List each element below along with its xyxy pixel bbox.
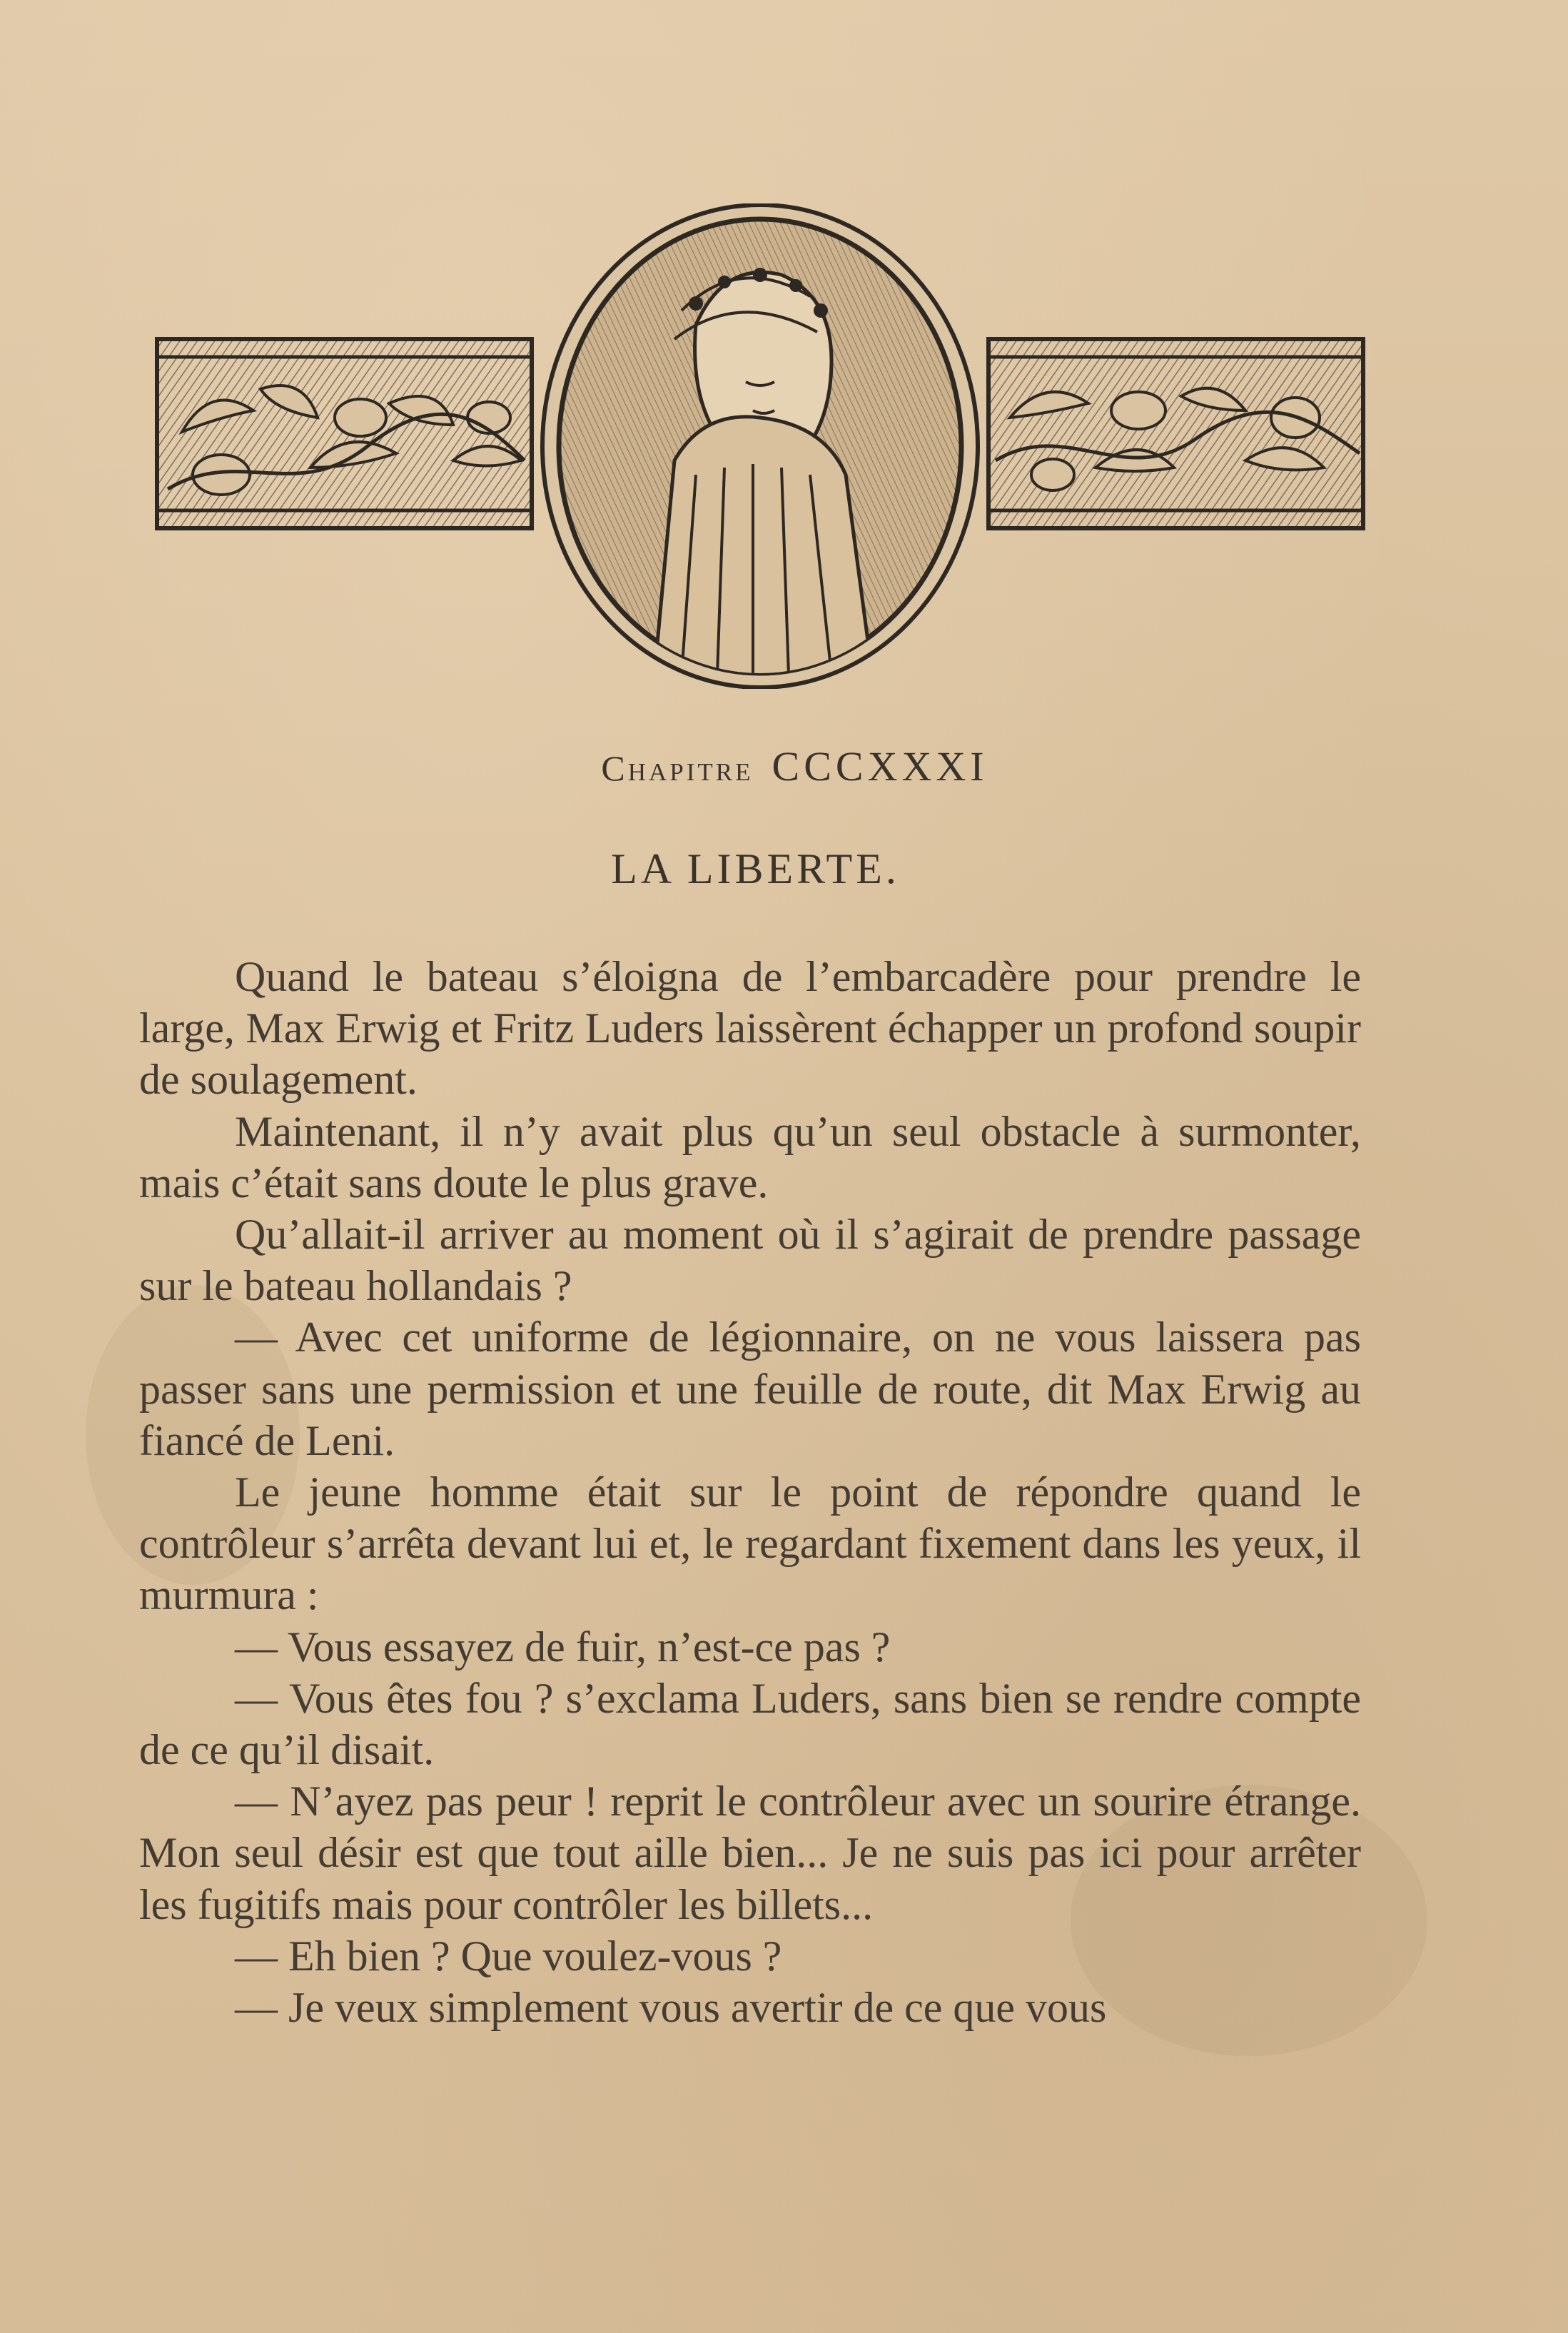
body-text — [139, 951, 1361, 2033]
right-floral-band — [988, 339, 1363, 528]
paragraph: — Eh bien ? Que voulez-vous ? — [235, 1932, 782, 1980]
paragraph: Le jeune homme était sur le point de répondre quand le contrôleur s’arrêta devant lui et, le regardant fixement dans les yeux, il murmura : — [139, 1468, 1361, 1619]
paragraph: — Je veux simplement vous avertir de ce que vous — [235, 1984, 1107, 2032]
paragraph: — Vous êtes fou ? s’exclama Luders, sans bien se rendre compte de ce qu’il disait. — [139, 1674, 1361, 1774]
paragraph: Quand le bateau s’éloigna de l’embarcadère pour prendre le large, Max Erwig et Fritz Luders laissèrent échapper un profond soupir de soulagement. — [139, 953, 1361, 1104]
chapter-heading — [0, 742, 1568, 790]
medallion — [542, 205, 978, 689]
chapter-number: CCCXXXI — [772, 743, 988, 790]
chapter-title — [0, 845, 1568, 894]
left-floral-band — [157, 339, 532, 528]
paragraph: Maintenant, il n’y avait plus qu’un seul obstacle à surmonter, mais c’était sans doute le plus grave. — [139, 1107, 1361, 1206]
headpiece-illustration — [153, 203, 1367, 689]
chapter-word: Chapitre — [601, 748, 754, 788]
chapter-title-text: LA LIBERTE. — [611, 845, 900, 892]
paragraph: — Vous essayez de fuir, n’est-ce pas ? — [235, 1623, 891, 1671]
paragraph: — N’ayez pas peur ! reprit le contrôleur avec un sourire étrange. Mon seul désir est que tout aille bien... Je ne suis pas ici pour arrêter les fugitifs mais pour contrôler les billets... — [139, 1778, 1361, 1928]
paragraph: — Avec cet uniforme de légionnaire, on ne vous laissera pas passer sans une permission et une feuille de route, dit Max Erwig au fiancé de Leni. — [139, 1314, 1361, 1464]
paragraph: Qu’allait-il arriver au moment où il s’agirait de prendre passage sur le bateau hollandais ? — [139, 1211, 1361, 1310]
